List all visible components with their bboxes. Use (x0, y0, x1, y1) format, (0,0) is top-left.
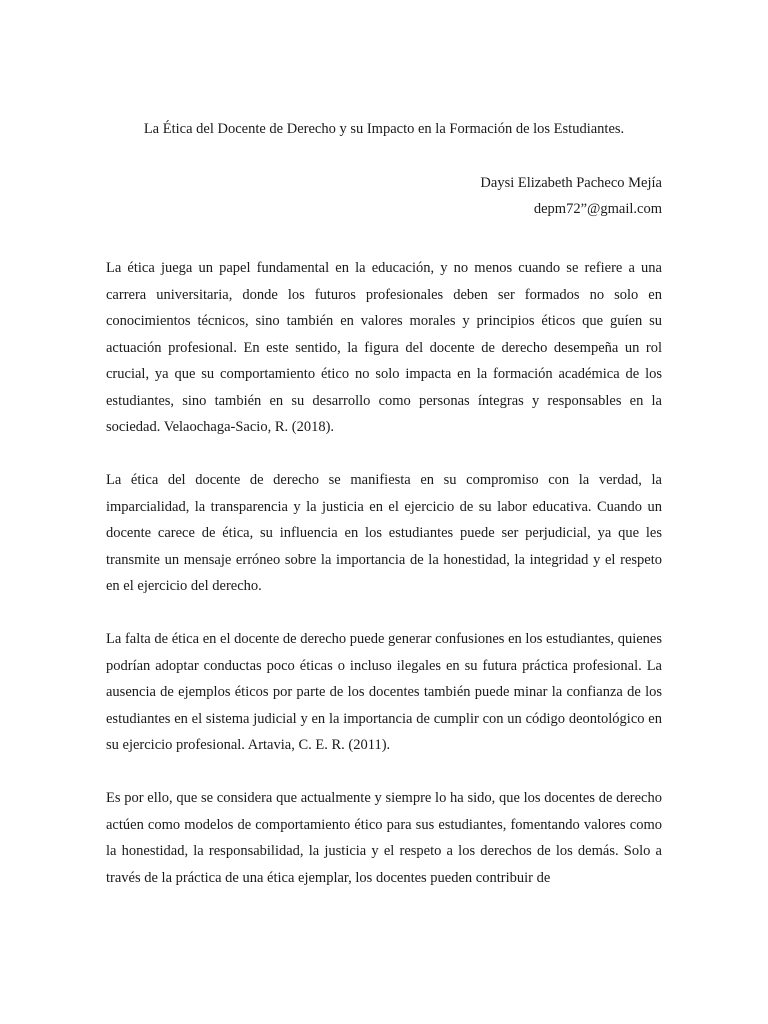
paragraph-intro: La ética juega un papel fundamental en la educación, y no menos cuando se refiere a una carrera universitaria, donde los futuros profesionales deben ser formados no solo en conocimientos técnicos, sino también en valores morales y principios éticos que guíen su actuación profesional. En este sentido, la figura del docente de derecho desempeña un rol crucial, ya que su comportamiento ético no solo impacta en la formación académica de los estudiantes, sino también en su desarrollo como personas íntegras y responsables en la sociedad. Velaochaga-Sacio, R. (2018). (106, 260, 662, 435)
document-page (106, 116, 662, 918)
author-name: Daysi Elizabeth Pacheco Mejía (480, 175, 662, 191)
paragraph-role-models: Es por ello, que se considera que actualmente y siempre lo ha sido, que los docentes de derecho actúen como modelos de comportamiento ético para sus estudiantes, fomentando valores como la honestidad, la responsabilidad, la justicia y el respeto a los derechos de los demás. Solo a través de la práctica de una ética ejemplar, los docentes pueden contribuir de (106, 790, 662, 886)
paragraph-lack-of-ethics: La falta de ética en el docente de derecho puede generar confusiones en los estudiantes, quienes podrían adoptar conductas poco éticas o incluso ilegales en su futura práctica profesional. La ausencia de ejemplos éticos por parte de los docentes también puede minar la confianza de los estudiantes en el sistema judicial y en la importancia de cumplir con un código deontológico en su ejercicio profesional. Artavia, C. E. R. (2011). (106, 631, 662, 753)
paragraph-manifestation: La ética del docente de derecho se manifiesta en su compromiso con la verdad, la imparcialidad, la transparencia y la justicia en el ejercicio de su labor educativa. Cuando un docente carece de ética, su influencia en los estudiantes puede ser perjudicial, ya que les transmite un mensaje erróneo sobre la importancia de la honestidad, la integridad y el respeto en el ejercicio del derecho. (106, 472, 662, 594)
document-title: La Ética del Docente de Derecho y su Impacto en la Formación de los Estudiantes. (143, 121, 625, 137)
author-block (106, 170, 662, 222)
author-email: depm72”@gmail.com (533, 201, 662, 217)
